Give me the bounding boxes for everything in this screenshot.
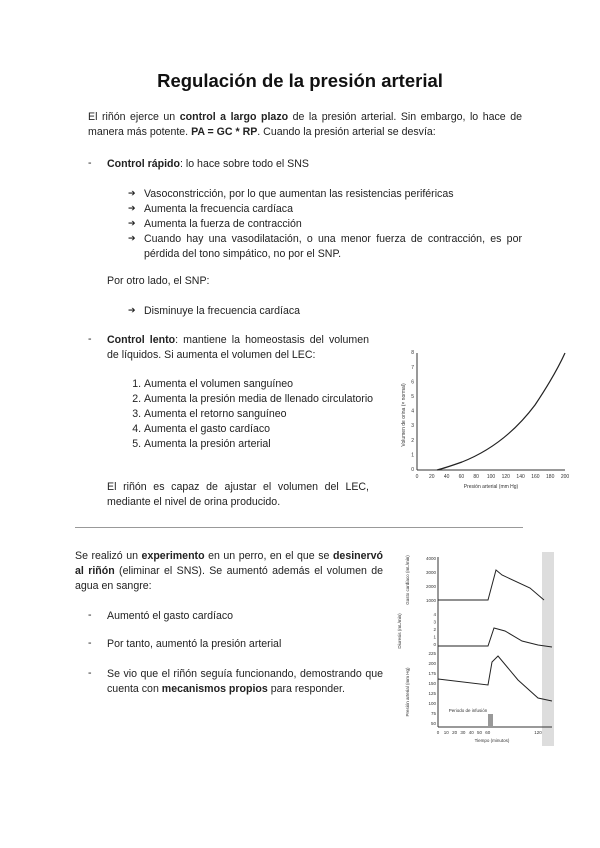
- x-tick-label: 80: [473, 474, 479, 480]
- y-tick-label: 7: [411, 364, 414, 371]
- y-tick-label: 0: [411, 467, 414, 473]
- list-item: 3. Aumenta el retorno sanguíneo: [144, 407, 387, 422]
- x-tick-label: 20: [429, 474, 435, 480]
- list-item: 4. Aumenta el gasto cardíaco: [144, 422, 387, 437]
- y-tick-label: 3: [411, 423, 414, 430]
- panel2-label: Diuresis (mL/min): [397, 613, 402, 649]
- snp-list: [128, 304, 300, 319]
- x-tick-label: 0: [415, 474, 419, 480]
- y-tick-label: 5: [411, 394, 414, 400]
- panel3-tick: 225: [428, 651, 436, 656]
- panel2-tick: 0: [433, 642, 436, 647]
- y-tick-label: 2: [411, 437, 414, 444]
- x-tick-label: 0: [436, 730, 440, 735]
- pressure-line: [438, 656, 552, 701]
- infusion-bar: [488, 714, 493, 727]
- panel2-tick: 3: [433, 619, 436, 625]
- list-item: ➔ Disminuye la frecuencia cardíaca: [128, 304, 300, 319]
- experiment-item: Aumentó el gasto cardíaco: [107, 610, 234, 622]
- panel3-tick: 200: [428, 661, 436, 666]
- panel3-tick: 100: [428, 701, 436, 706]
- panel3-tick: 125: [428, 691, 436, 696]
- bullet-dash: -: [88, 609, 92, 621]
- y-tick-label: 8: [411, 350, 414, 357]
- x-tick-label: 180: [546, 474, 555, 480]
- bullet-dash: -: [88, 637, 92, 649]
- list-item: 1. Aumenta el volumen sanguíneo: [144, 377, 387, 392]
- x-tick-label: 160: [531, 474, 540, 480]
- bullet-dash: -: [88, 157, 92, 169]
- bullet-dash: -: [88, 333, 92, 345]
- list-item: ➔ Vasoconstricción, por lo que aumentan las resistencias periféricas: [128, 187, 522, 202]
- slow-control: Control lento: mantiene la homeostasis del volumen de líquidos. Si aumenta el volumen del LEC:: [107, 334, 370, 361]
- section-divider: [75, 527, 523, 528]
- rapid-control: Control rápido: lo hace sobre todo el SNS: [107, 158, 309, 170]
- x-tick-label: 60: [485, 730, 491, 735]
- panel2-tick: 1: [433, 634, 436, 640]
- y-tick-label: 4: [411, 408, 414, 415]
- x-tick-label: 20: [452, 730, 458, 735]
- infusion-label: Periodo de infusión: [448, 708, 488, 713]
- panel3-tick: 50: [430, 721, 436, 726]
- x-tick-label: 120: [534, 730, 542, 735]
- x-tick-label: 60: [458, 474, 465, 480]
- diuresis-line: [438, 628, 552, 647]
- list-item: 5. Aumenta la presión arterial: [144, 437, 387, 452]
- list-item: ➔ Cuando hay una vasodilatación, o una menor fuerza de contracción, es por pérdida del tono simpático, no por el SNP.: [128, 232, 522, 262]
- experiment-item: Por tanto, aumentó la presión arterial: [107, 638, 282, 650]
- panel2-tick: 4: [433, 612, 436, 617]
- list-item: 2. Aumenta la presión media de llenado circulatorio: [144, 392, 387, 407]
- bullet-dash: -: [88, 667, 92, 679]
- panel3-label: Presión arterial (mm Hg): [405, 667, 410, 717]
- y-tick-label: 6: [411, 379, 414, 386]
- intro-paragraph: El riñón ejerce un control a largo plazo de la presión arterial. Sin embargo, lo hace de manera más potente. PA = GC * RP. Cuando la presión arterial se desvía:: [88, 111, 523, 138]
- panel3-tick: 150: [428, 681, 436, 686]
- dog-experiment-figure: [392, 552, 554, 746]
- urine-curve: [437, 353, 565, 470]
- panel3-tick: 75: [430, 711, 436, 716]
- panel1-tick: 3000: [425, 570, 436, 575]
- x-tick-label: 140: [516, 474, 525, 480]
- list-item: ➔ Aumenta la frecuencia cardíaca: [128, 202, 522, 217]
- panel2-tick: 2: [433, 627, 436, 632]
- x-tick-label: 40: [468, 730, 474, 735]
- x-tick-label: 200: [560, 474, 570, 480]
- rapid-list: [128, 187, 522, 262]
- experiment-paragraph: Se realizó un experimento en un perro, en el que se desinervó al riñón (eliminar el SNS). Se aumentó además el volumen de agua en sangre:: [75, 550, 383, 592]
- cardiac-output-line: [438, 570, 544, 600]
- x-tick-label: 50: [476, 730, 483, 735]
- x-tick-label: 40: [443, 474, 450, 480]
- panel1-label: Gasto cardíaco (mL/min): [405, 555, 410, 605]
- chart1-ylabel: Volumen de orina (× normal): [401, 383, 407, 447]
- x-tick-label: 100: [486, 474, 496, 480]
- chart2-xlabel: Tiempo (minutos): [474, 738, 510, 743]
- chart1-xlabel: Presión arterial (mm Hg): [463, 484, 519, 490]
- x-tick-label: 30: [460, 730, 466, 735]
- panel3-tick: 175: [428, 671, 436, 676]
- page-title: Regulación de la presión arterial: [157, 70, 443, 91]
- x-tick-label: 10: [443, 730, 449, 735]
- snp-intro: Por otro lado, el SNP:: [107, 275, 210, 287]
- experiment-item: Se vio que el riñón seguía funcionando, demostrando que cuenta con mecanismos propios para responder.: [107, 668, 383, 695]
- panel1-tick: 1000: [425, 598, 436, 603]
- y-tick-label: 1: [411, 452, 414, 459]
- list-item: ➔ Aumenta la fuerza de contracción: [128, 217, 522, 232]
- slow-list: [126, 377, 387, 452]
- panel1-tick: 2000: [425, 584, 436, 589]
- slow-closing: El riñón es capaz de ajustar el volumen del LEC, mediante el nivel de orina producido.: [107, 481, 369, 508]
- panel1-tick: 4000: [425, 556, 436, 561]
- urine-pressure-figure: [385, 345, 575, 495]
- x-tick-label: 120: [501, 474, 510, 480]
